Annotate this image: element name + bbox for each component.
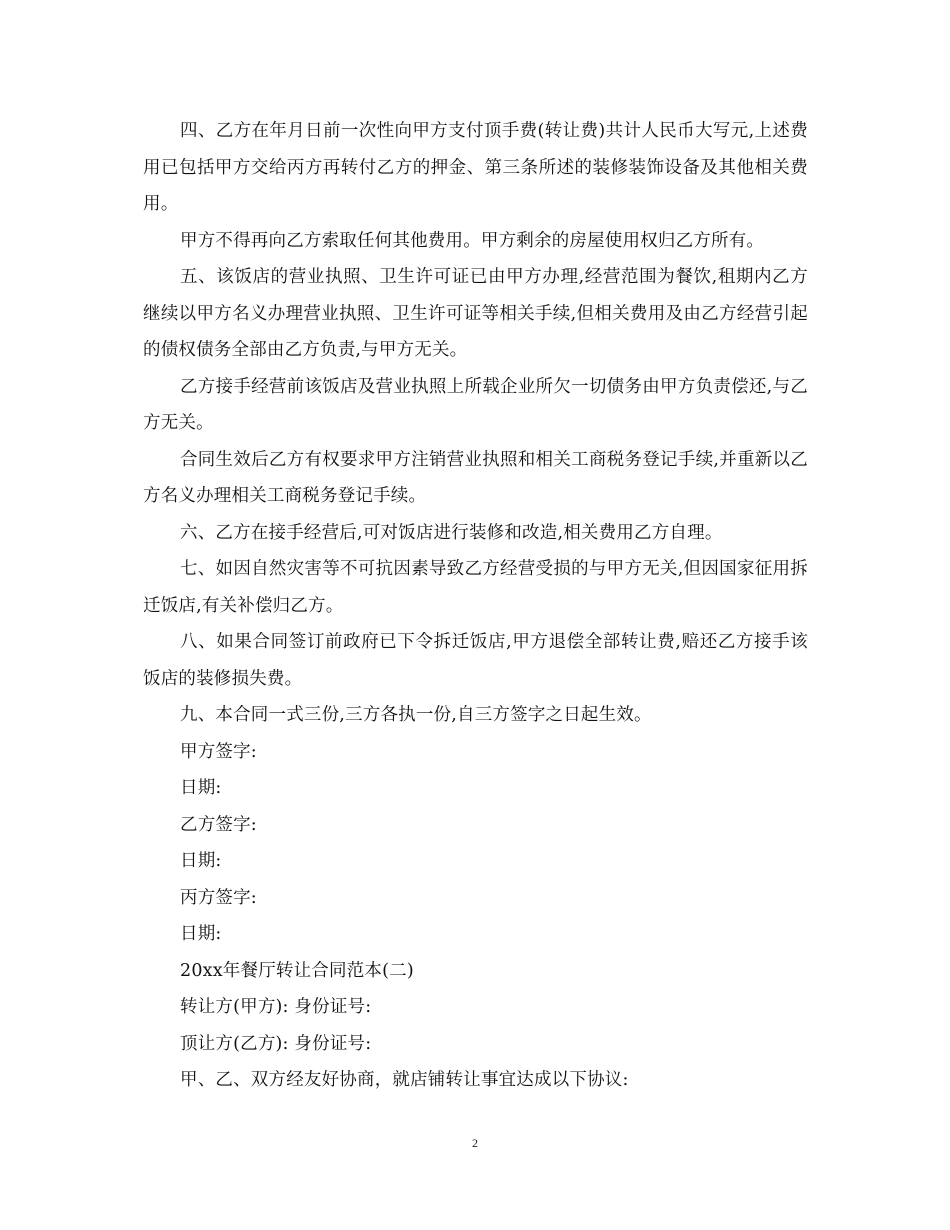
paragraph-no-other-fees: 甲方不得再向乙方索取任何其他费用。甲方剩余的房屋使用权归乙方所有。 [180, 230, 765, 251]
paragraph-clause-6: 六、乙方在接手经营后,可对饭店进行装修和改造,相关费用乙方自理。 [180, 522, 723, 543]
paragraph-clause-4: 四、乙方在年月日前一次性向甲方支付顶手费(转让费)共计人民币大写元,上述费用已包括甲方交给丙方再转付乙方的押金、第三条所述的装修装饰设备及其他相关费用。 [143, 121, 808, 214]
paragraph-clause-7: 七、如因自然灾害等不可抗因素导致乙方经营受损的与甲方无关,但因国家征用拆迁饭店,有关补偿归乙方。 [143, 559, 808, 616]
date-line-party-b: 日期: [180, 851, 222, 871]
paragraph-clause-9: 九、本合同一式三份,三方各执一份,自三方签字之日起生效。 [180, 705, 652, 725]
document-body [143, 113, 808, 1099]
paragraph-prior-debts: 乙方接手经营前该饭店及营业执照上所载企业所欠一切债务由甲方负责偿还,与乙方无关。 [143, 376, 808, 433]
section-title-template-2: 20xx年餐厅转让合同范本(二) [180, 960, 414, 981]
paragraph-cancel-license: 合同生效后乙方有权要求甲方注销营业执照和相关工商税务登记手续,并重新以乙方名义办理相关工商税务登记手续。 [143, 449, 808, 506]
signature-line-party-a: 甲方签字: [180, 741, 257, 762]
paragraph-clause-8: 八、如果合同签订前政府已下令拆迁饭店,甲方退偿全部转让费,赔还乙方接手该饭店的装修损失费。 [143, 632, 808, 689]
page-number: 2 [472, 1136, 478, 1150]
transferor-line: 转让方(甲方): 身份证号: [180, 997, 372, 1017]
transferee-line: 顶让方(乙方): 身份证号: [180, 1033, 372, 1054]
agreement-intro: 甲、乙、双方经友好协商，就店铺转让事宜达成以下协议: [180, 1070, 629, 1090]
signature-line-party-c: 丙方签字: [180, 887, 257, 908]
date-line-party-a: 日期: [180, 778, 222, 798]
paragraph-clause-5: 五、该饭店的营业执照、卫生许可证已由甲方办理,经营范围为餐饮,租期内乙方继续以甲方名义办理营业执照、卫生许可证等相关手续,但相关费用及由乙方经营引起的债权债务全部由乙方负责,与甲方无关。 [143, 267, 808, 360]
date-line-party-c: 日期: [180, 924, 222, 944]
signature-line-party-b: 乙方签字: [180, 814, 257, 835]
